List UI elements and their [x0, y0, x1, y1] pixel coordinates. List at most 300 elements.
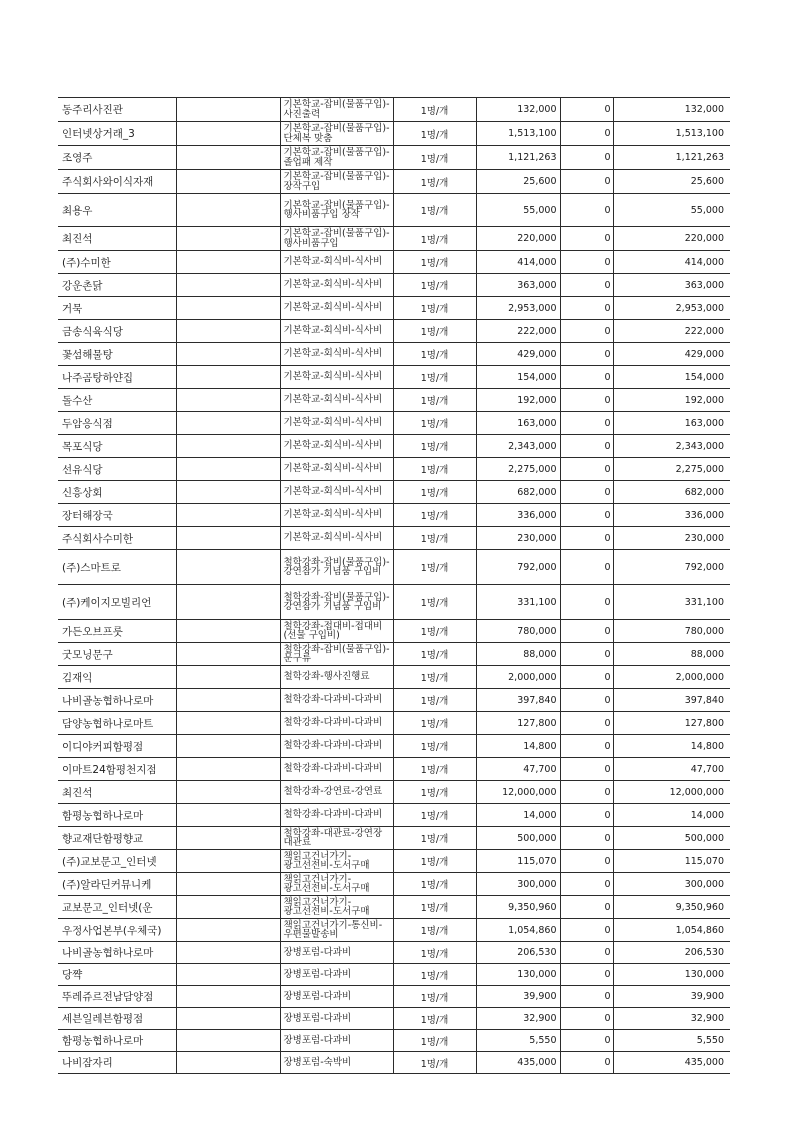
tax-cell: 0: [560, 804, 613, 827]
unit-cell: 1명/개: [393, 251, 476, 274]
unit-cell: 1명/개: [393, 389, 476, 412]
amount-cell: 336,000: [476, 504, 560, 527]
tax-cell: 0: [560, 964, 613, 986]
blank-cell: [176, 481, 280, 504]
item-cell: 책읽고건너가기-광고선전비-도서구매: [280, 896, 393, 919]
item-cell: 기본학교-회식비-식사비: [280, 504, 393, 527]
blank-cell: [176, 758, 280, 781]
table-row: [58, 320, 730, 343]
unit-cell: 1명/개: [393, 1052, 476, 1074]
blank-cell: [176, 804, 280, 827]
amount-cell: 220,000: [476, 227, 560, 251]
vendor-cell: 이디야커피함평점: [58, 735, 176, 758]
table-row: [58, 643, 730, 666]
table-row: [58, 781, 730, 804]
total-cell: 220,000: [613, 227, 730, 251]
tax-cell: 0: [560, 297, 613, 320]
tax-cell: 0: [560, 504, 613, 527]
blank-cell: [176, 251, 280, 274]
blank-cell: [176, 412, 280, 435]
table-row: [58, 194, 730, 227]
item-cell: 장병포럼-다과비: [280, 986, 393, 1008]
unit-cell: 1명/개: [393, 919, 476, 942]
unit-cell: 1명/개: [393, 227, 476, 251]
vendor-cell: 가든오브프룻: [58, 620, 176, 643]
tax-cell: 0: [560, 1030, 613, 1052]
table-row: [58, 274, 730, 297]
item-cell: 기본학교-잡비(물품구입)-단체복 맞춤: [280, 122, 393, 146]
blank-cell: [176, 504, 280, 527]
table-row: [58, 666, 730, 689]
item-cell: 철학강좌-잡비(물품구입)-문구류: [280, 643, 393, 666]
table-row: [58, 146, 730, 170]
total-cell: 682,000: [613, 481, 730, 504]
unit-cell: 1명/개: [393, 458, 476, 481]
total-cell: 435,000: [613, 1052, 730, 1074]
total-cell: 300,000: [613, 873, 730, 896]
blank-cell: [176, 435, 280, 458]
blank-cell: [176, 527, 280, 550]
unit-cell: 1명/개: [393, 735, 476, 758]
vendor-cell: 나주곰탕하얀집: [58, 366, 176, 389]
unit-cell: 1명/개: [393, 986, 476, 1008]
amount-cell: 32,900: [476, 1008, 560, 1030]
blank-cell: [176, 942, 280, 964]
item-cell: 철학강좌-다과비-다과비: [280, 689, 393, 712]
item-cell: 기본학교-잡비(물품구입)-사진출력: [280, 98, 393, 122]
unit-cell: 1명/개: [393, 781, 476, 804]
unit-cell: 1명/개: [393, 122, 476, 146]
tax-cell: 0: [560, 146, 613, 170]
blank-cell: [176, 98, 280, 122]
vendor-cell: (주)알라딘커뮤니케: [58, 873, 176, 896]
total-cell: 132,000: [613, 98, 730, 122]
amount-cell: 39,900: [476, 986, 560, 1008]
vendor-cell: 뚜레쥬르전남담양점: [58, 986, 176, 1008]
item-cell: 기본학교-잡비(물품구입)-장작구입: [280, 170, 393, 194]
amount-cell: 132,000: [476, 98, 560, 122]
amount-cell: 397,840: [476, 689, 560, 712]
vendor-cell: 굿모닝문구: [58, 643, 176, 666]
table-row: [58, 620, 730, 643]
vendor-cell: 최용우: [58, 194, 176, 227]
tax-cell: 0: [560, 170, 613, 194]
total-cell: 14,800: [613, 735, 730, 758]
blank-cell: [176, 458, 280, 481]
table-row: [58, 964, 730, 986]
unit-cell: 1명/개: [393, 366, 476, 389]
vendor-cell: 세븐일레븐함평점: [58, 1008, 176, 1030]
blank-cell: [176, 735, 280, 758]
vendor-cell: 나비잠자리: [58, 1052, 176, 1074]
item-cell: 기본학교-회식비-식사비: [280, 297, 393, 320]
table-row: [58, 735, 730, 758]
table-row: [58, 122, 730, 146]
amount-cell: 5,550: [476, 1030, 560, 1052]
table-row: [58, 527, 730, 550]
total-cell: 397,840: [613, 689, 730, 712]
amount-cell: 429,000: [476, 343, 560, 366]
total-cell: 130,000: [613, 964, 730, 986]
table-row: [58, 297, 730, 320]
table-row: [58, 585, 730, 620]
item-cell: 철학강좌-다과비-다과비: [280, 758, 393, 781]
vendor-cell: 나비골농협하나로마: [58, 689, 176, 712]
total-cell: 2,275,000: [613, 458, 730, 481]
amount-cell: 206,530: [476, 942, 560, 964]
item-cell: 기본학교-회식비-식사비: [280, 527, 393, 550]
amount-cell: 9,350,960: [476, 896, 560, 919]
unit-cell: 1명/개: [393, 435, 476, 458]
blank-cell: [176, 1030, 280, 1052]
unit-cell: 1명/개: [393, 550, 476, 585]
vendor-cell: 동주리사진관: [58, 98, 176, 122]
table-row: [58, 758, 730, 781]
item-cell: 기본학교-회식비-식사비: [280, 366, 393, 389]
table-row: [58, 712, 730, 735]
table-row: [58, 689, 730, 712]
total-cell: 154,000: [613, 366, 730, 389]
blank-cell: [176, 146, 280, 170]
vendor-cell: 주식회사와이식자재: [58, 170, 176, 194]
vendor-cell: 신흥상회: [58, 481, 176, 504]
unit-cell: 1명/개: [393, 758, 476, 781]
tax-cell: 0: [560, 896, 613, 919]
blank-cell: [176, 986, 280, 1008]
table-row: [58, 550, 730, 585]
table-row: [58, 1008, 730, 1030]
unit-cell: 1명/개: [393, 98, 476, 122]
table-row: [58, 942, 730, 964]
tax-cell: 0: [560, 919, 613, 942]
total-cell: 780,000: [613, 620, 730, 643]
blank-cell: [176, 194, 280, 227]
tax-cell: 0: [560, 251, 613, 274]
unit-cell: 1명/개: [393, 689, 476, 712]
item-cell: 기본학교-회식비-식사비: [280, 251, 393, 274]
vendor-cell: (주)스마트로: [58, 550, 176, 585]
blank-cell: [176, 689, 280, 712]
amount-cell: 192,000: [476, 389, 560, 412]
blank-cell: [176, 873, 280, 896]
table-row: [58, 804, 730, 827]
unit-cell: 1명/개: [393, 620, 476, 643]
blank-cell: [176, 827, 280, 850]
tax-cell: 0: [560, 98, 613, 122]
vendor-cell: 주식회사수미한: [58, 527, 176, 550]
unit-cell: 1명/개: [393, 1008, 476, 1030]
tax-cell: 0: [560, 227, 613, 251]
vendor-cell: 조영주: [58, 146, 176, 170]
unit-cell: 1명/개: [393, 412, 476, 435]
item-cell: 기본학교-회식비-식사비: [280, 274, 393, 297]
total-cell: 222,000: [613, 320, 730, 343]
total-cell: 230,000: [613, 527, 730, 550]
unit-cell: 1명/개: [393, 320, 476, 343]
amount-cell: 1,121,263: [476, 146, 560, 170]
item-cell: 기본학교-회식비-식사비: [280, 458, 393, 481]
tax-cell: 0: [560, 527, 613, 550]
amount-cell: 363,000: [476, 274, 560, 297]
blank-cell: [176, 620, 280, 643]
blank-cell: [176, 170, 280, 194]
table-row: [58, 227, 730, 251]
tax-cell: 0: [560, 735, 613, 758]
total-cell: 55,000: [613, 194, 730, 227]
amount-cell: 2,343,000: [476, 435, 560, 458]
tax-cell: 0: [560, 435, 613, 458]
tax-cell: 0: [560, 712, 613, 735]
table-row: [58, 343, 730, 366]
unit-cell: 1명/개: [393, 1030, 476, 1052]
blank-cell: [176, 550, 280, 585]
vendor-cell: 당쨕: [58, 964, 176, 986]
total-cell: 363,000: [613, 274, 730, 297]
item-cell: 장병포럼-다과비: [280, 942, 393, 964]
blank-cell: [176, 712, 280, 735]
blank-cell: [176, 1008, 280, 1030]
total-cell: 47,700: [613, 758, 730, 781]
item-cell: 철학강좌-접대비-접대비(선물 구입비): [280, 620, 393, 643]
total-cell: 88,000: [613, 643, 730, 666]
unit-cell: 1명/개: [393, 873, 476, 896]
total-cell: 429,000: [613, 343, 730, 366]
amount-cell: 331,100: [476, 585, 560, 620]
tax-cell: 0: [560, 850, 613, 873]
tax-cell: 0: [560, 274, 613, 297]
unit-cell: 1명/개: [393, 942, 476, 964]
tax-cell: 0: [560, 827, 613, 850]
table-body: [58, 98, 730, 1074]
total-cell: 336,000: [613, 504, 730, 527]
vendor-cell: 교보문고_인터넷(운: [58, 896, 176, 919]
unit-cell: 1명/개: [393, 712, 476, 735]
total-cell: 2,000,000: [613, 666, 730, 689]
amount-cell: 230,000: [476, 527, 560, 550]
blank-cell: [176, 297, 280, 320]
table-row: [58, 98, 730, 122]
blank-cell: [176, 896, 280, 919]
blank-cell: [176, 389, 280, 412]
amount-cell: 435,000: [476, 1052, 560, 1074]
blank-cell: [176, 274, 280, 297]
blank-cell: [176, 781, 280, 804]
amount-cell: 14,800: [476, 735, 560, 758]
tax-cell: 0: [560, 412, 613, 435]
table-row: [58, 389, 730, 412]
vendor-cell: 우정사업본부(우체국): [58, 919, 176, 942]
blank-cell: [176, 666, 280, 689]
item-cell: 기본학교-회식비-식사비: [280, 320, 393, 343]
vendor-cell: 함평농협하나로마: [58, 804, 176, 827]
amount-cell: 792,000: [476, 550, 560, 585]
total-cell: 2,343,000: [613, 435, 730, 458]
total-cell: 500,000: [613, 827, 730, 850]
item-cell: 기본학교-회식비-식사비: [280, 481, 393, 504]
table-row: [58, 919, 730, 942]
vendor-cell: (주)케이지모빌리언: [58, 585, 176, 620]
vendor-cell: 꽃섬해물탕: [58, 343, 176, 366]
item-cell: 장병포럼-숙박비: [280, 1052, 393, 1074]
amount-cell: 115,070: [476, 850, 560, 873]
amount-cell: 12,000,000: [476, 781, 560, 804]
unit-cell: 1명/개: [393, 827, 476, 850]
tax-cell: 0: [560, 758, 613, 781]
table-row: [58, 251, 730, 274]
tax-cell: 0: [560, 389, 613, 412]
blank-cell: [176, 343, 280, 366]
table-row: [58, 896, 730, 919]
vendor-cell: (주)교보문고_인터넷: [58, 850, 176, 873]
unit-cell: 1명/개: [393, 194, 476, 227]
blank-cell: [176, 122, 280, 146]
total-cell: 39,900: [613, 986, 730, 1008]
blank-cell: [176, 366, 280, 389]
tax-cell: 0: [560, 481, 613, 504]
blank-cell: [176, 320, 280, 343]
vendor-cell: 향교재단함평향교: [58, 827, 176, 850]
item-cell: 기본학교-회식비-식사비: [280, 412, 393, 435]
item-cell: 철학강좌-잡비(물품구입)-강연참가 기념품 구입비: [280, 550, 393, 585]
total-cell: 9,350,960: [613, 896, 730, 919]
tax-cell: 0: [560, 1052, 613, 1074]
amount-cell: 300,000: [476, 873, 560, 896]
item-cell: 기본학교-회식비-식사비: [280, 435, 393, 458]
tax-cell: 0: [560, 550, 613, 585]
vendor-cell: 선유식당: [58, 458, 176, 481]
tax-cell: 0: [560, 366, 613, 389]
total-cell: 1,121,263: [613, 146, 730, 170]
tax-cell: 0: [560, 1008, 613, 1030]
tax-cell: 0: [560, 666, 613, 689]
vendor-cell: 이마트24함평천지점: [58, 758, 176, 781]
item-cell: 철학강좌-대관료-강연장 대관료: [280, 827, 393, 850]
total-cell: 25,600: [613, 170, 730, 194]
vendor-cell: 강운촌닭: [58, 274, 176, 297]
amount-cell: 2,275,000: [476, 458, 560, 481]
item-cell: 철학강좌-다과비-다과비: [280, 712, 393, 735]
unit-cell: 1명/개: [393, 527, 476, 550]
unit-cell: 1명/개: [393, 666, 476, 689]
item-cell: 책읽고건너가기-광고선전비-도서구매: [280, 873, 393, 896]
unit-cell: 1명/개: [393, 504, 476, 527]
amount-cell: 55,000: [476, 194, 560, 227]
vendor-cell: 김재익: [58, 666, 176, 689]
vendor-cell: 금송식육식당: [58, 320, 176, 343]
total-cell: 2,953,000: [613, 297, 730, 320]
table-row: [58, 873, 730, 896]
unit-cell: 1명/개: [393, 170, 476, 194]
total-cell: 331,100: [613, 585, 730, 620]
vendor-cell: 최진석: [58, 781, 176, 804]
table-row: [58, 481, 730, 504]
unit-cell: 1명/개: [393, 343, 476, 366]
amount-cell: 1,513,100: [476, 122, 560, 146]
total-cell: 1,054,860: [613, 919, 730, 942]
vendor-cell: 목포식당: [58, 435, 176, 458]
vendor-cell: 돌수산: [58, 389, 176, 412]
vendor-cell: 나비골농협하나로마: [58, 942, 176, 964]
amount-cell: 222,000: [476, 320, 560, 343]
tax-cell: 0: [560, 458, 613, 481]
amount-cell: 130,000: [476, 964, 560, 986]
item-cell: 철학강좌-다과비-다과비: [280, 804, 393, 827]
blank-cell: [176, 919, 280, 942]
unit-cell: 1명/개: [393, 804, 476, 827]
table-row: [58, 366, 730, 389]
amount-cell: 154,000: [476, 366, 560, 389]
amount-cell: 47,700: [476, 758, 560, 781]
amount-cell: 780,000: [476, 620, 560, 643]
blank-cell: [176, 850, 280, 873]
tax-cell: 0: [560, 689, 613, 712]
tax-cell: 0: [560, 343, 613, 366]
total-cell: 414,000: [613, 251, 730, 274]
item-cell: 기본학교-잡비(물품구입)-행사비품구입 장작: [280, 194, 393, 227]
item-cell: 철학강좌-잡비(물품구입)-강연참가 기념품 구입비: [280, 585, 393, 620]
tax-cell: 0: [560, 122, 613, 146]
vendor-cell: 최진석: [58, 227, 176, 251]
item-cell: 장병포럼-다과비: [280, 964, 393, 986]
amount-cell: 2,953,000: [476, 297, 560, 320]
item-cell: 철학강좌-다과비-다과비: [280, 735, 393, 758]
unit-cell: 1명/개: [393, 964, 476, 986]
table-row: [58, 435, 730, 458]
amount-cell: 2,000,000: [476, 666, 560, 689]
unit-cell: 1명/개: [393, 274, 476, 297]
total-cell: 127,800: [613, 712, 730, 735]
vendor-cell: (주)수미한: [58, 251, 176, 274]
item-cell: 철학강좌-행사진행료: [280, 666, 393, 689]
amount-cell: 25,600: [476, 170, 560, 194]
unit-cell: 1명/개: [393, 585, 476, 620]
vendor-cell: 두암응식점: [58, 412, 176, 435]
total-cell: 12,000,000: [613, 781, 730, 804]
total-cell: 1,513,100: [613, 122, 730, 146]
tax-cell: 0: [560, 873, 613, 896]
unit-cell: 1명/개: [393, 146, 476, 170]
total-cell: 163,000: [613, 412, 730, 435]
blank-cell: [176, 1052, 280, 1074]
table-row: [58, 1030, 730, 1052]
vendor-cell: 함평농협하나로마: [58, 1030, 176, 1052]
total-cell: 5,550: [613, 1030, 730, 1052]
amount-cell: 88,000: [476, 643, 560, 666]
unit-cell: 1명/개: [393, 481, 476, 504]
expense-table: [58, 97, 730, 1074]
amount-cell: 682,000: [476, 481, 560, 504]
tax-cell: 0: [560, 620, 613, 643]
total-cell: 32,900: [613, 1008, 730, 1030]
amount-cell: 414,000: [476, 251, 560, 274]
unit-cell: 1명/개: [393, 896, 476, 919]
amount-cell: 1,054,860: [476, 919, 560, 942]
unit-cell: 1명/개: [393, 297, 476, 320]
amount-cell: 127,800: [476, 712, 560, 735]
item-cell: 기본학교-잡비(물품구입)-행사비품구입: [280, 227, 393, 251]
amount-cell: 14,000: [476, 804, 560, 827]
unit-cell: 1명/개: [393, 850, 476, 873]
tax-cell: 0: [560, 320, 613, 343]
total-cell: 192,000: [613, 389, 730, 412]
vendor-cell: 담양농협하나로마트: [58, 712, 176, 735]
vendor-cell: 거묵: [58, 297, 176, 320]
total-cell: 792,000: [613, 550, 730, 585]
amount-cell: 500,000: [476, 827, 560, 850]
item-cell: 책읽고건너가기-광고선전비-도서구매: [280, 850, 393, 873]
vendor-cell: 인터넷상거래_3: [58, 122, 176, 146]
item-cell: 장병포럼-다과비: [280, 1030, 393, 1052]
